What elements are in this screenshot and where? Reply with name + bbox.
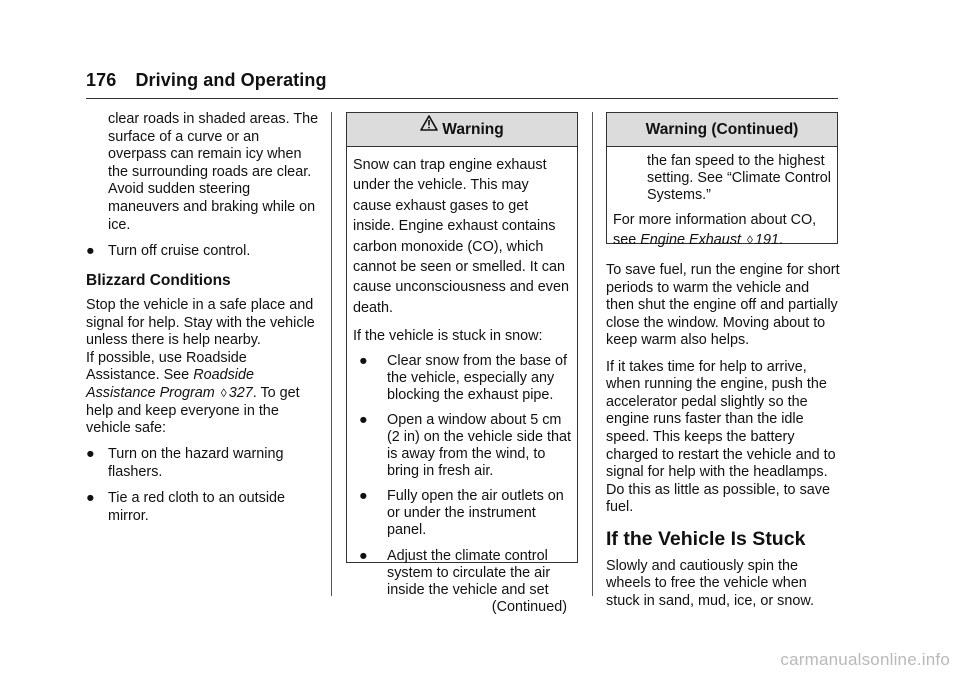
paragraph-text: If possible, use Roadside Assistance. See bbox=[86, 349, 247, 384]
warning-continued-body bbox=[607, 147, 837, 251]
bullet-dot: ● bbox=[359, 547, 368, 564]
bullet-text: Fully open the air outlets on or under the instrument panel. bbox=[387, 488, 564, 539]
bullet-text: Tie a red cloth to an outside mirror. bbox=[108, 490, 286, 524]
page-number: 176 bbox=[86, 70, 117, 90]
watermark: carmanualsonline.info bbox=[780, 650, 950, 669]
bullet-text: Turn on the hazard warning flashers. bbox=[108, 446, 284, 480]
continued-label: (Continued) bbox=[491, 598, 567, 615]
list-item bbox=[86, 490, 321, 525]
bullet-dot: ● bbox=[359, 412, 368, 429]
cross-reference-link[interactable]: Engine Exhaust bbox=[640, 232, 742, 249]
list-item bbox=[86, 446, 321, 481]
list-item bbox=[353, 412, 571, 480]
warning-continued-text: the fan speed to the highest setting. See “Climate Control Systems.” bbox=[647, 153, 831, 203]
paragraph: Stop the vehicle in a safe place and signal for help. Stay with the vehicle unless there is help nearby. bbox=[86, 296, 315, 349]
warning-title: Warning bbox=[442, 121, 504, 139]
bullet-dot: ● bbox=[86, 446, 95, 463]
header-rule bbox=[86, 98, 838, 99]
warning-paragraph: Snow can trap engine exhaust under the vehicle. This may cause exhaust gases to get inside. Engine exhaust contains carbon monoxide (CO), which cannot be seen or smelled. It can cause unconsciousness and even death. bbox=[353, 157, 570, 316]
continued-bullet-text: clear roads in shaded areas. The surface of a curve or an overpass can remain icy when the surrounding roads are clear. Avoid sudden steering maneuvers and braking while on ice. bbox=[108, 111, 319, 233]
column-divider-right bbox=[592, 112, 593, 596]
list-item bbox=[353, 353, 571, 404]
bullet-dot: ● bbox=[359, 352, 368, 369]
warning-continued-title: Warning (Continued) bbox=[645, 121, 799, 138]
section-heading: Blizzard Conditions bbox=[86, 272, 231, 290]
bullet-dot: ● bbox=[86, 242, 95, 259]
paragraph: If it takes time for help to arrive, when running the engine, push the accelerator pedal slightly so the engine runs faster than the idle speed. This keeps the battery charged to restart the vehicle and to signal for help with the headlamps. Do this as little as possible, to save fuel. bbox=[606, 358, 836, 516]
paragraph bbox=[86, 350, 321, 438]
bullet-text: Clear snow from the base of the vehicle, especially any blocking the exhaust pipe. bbox=[387, 352, 567, 403]
page-header bbox=[86, 70, 327, 91]
warning-continued-title-bar bbox=[607, 113, 837, 147]
list-item bbox=[353, 548, 571, 599]
bullet-text: Turn off cruise control. bbox=[108, 242, 251, 259]
warning-body bbox=[347, 147, 577, 617]
warning-box bbox=[346, 112, 578, 615]
page-reference-icon: ◊ bbox=[747, 233, 753, 248]
left-column bbox=[86, 111, 321, 534]
page-reference-number[interactable]: 327 bbox=[228, 384, 253, 401]
warning-paragraph bbox=[613, 210, 831, 251]
page-reference-icon: ◊ bbox=[220, 385, 227, 400]
bullet-text: Adjust the climate control system to circulate the air inside the vehicle and set bbox=[387, 547, 551, 598]
warning-triangle-icon bbox=[420, 110, 438, 144]
bullet-dot: ● bbox=[86, 490, 95, 507]
warning-continued-box bbox=[606, 112, 838, 249]
list-item bbox=[86, 243, 321, 261]
paragraph-text: . bbox=[778, 232, 783, 249]
paragraph-text: For more information about CO, see bbox=[613, 212, 817, 249]
paragraph-text: . To get help and keep everyone in the vehicle safe: bbox=[86, 384, 300, 437]
warning-paragraph: If the vehicle is stuck in snow: bbox=[353, 328, 543, 345]
cross-reference-link[interactable]: Roadside Assistance Program bbox=[86, 367, 254, 401]
paragraph: To save fuel, run the engine for short periods to warm the vehicle and then shut the engine off and partially close the window. Moving about to keep warm also helps. bbox=[606, 262, 840, 349]
warning-title-bar bbox=[347, 113, 577, 147]
section-heading: If the Vehicle Is Stuck bbox=[606, 527, 806, 550]
section-title: Driving and Operating bbox=[135, 70, 327, 90]
bullet-text: Open a window about 5 cm (2 in) on the vehicle side that is away from the wind, to bring in fresh air. bbox=[387, 412, 571, 480]
right-column bbox=[606, 262, 840, 610]
bullet-dot: ● bbox=[359, 488, 368, 505]
paragraph: Slowly and cautiously spin the wheels to free the vehicle when stuck in sand, mud, ice, or snow. bbox=[606, 557, 814, 609]
page-reference-number[interactable]: 191 bbox=[754, 232, 779, 249]
list-item bbox=[353, 488, 571, 539]
column-divider-left bbox=[331, 112, 332, 596]
